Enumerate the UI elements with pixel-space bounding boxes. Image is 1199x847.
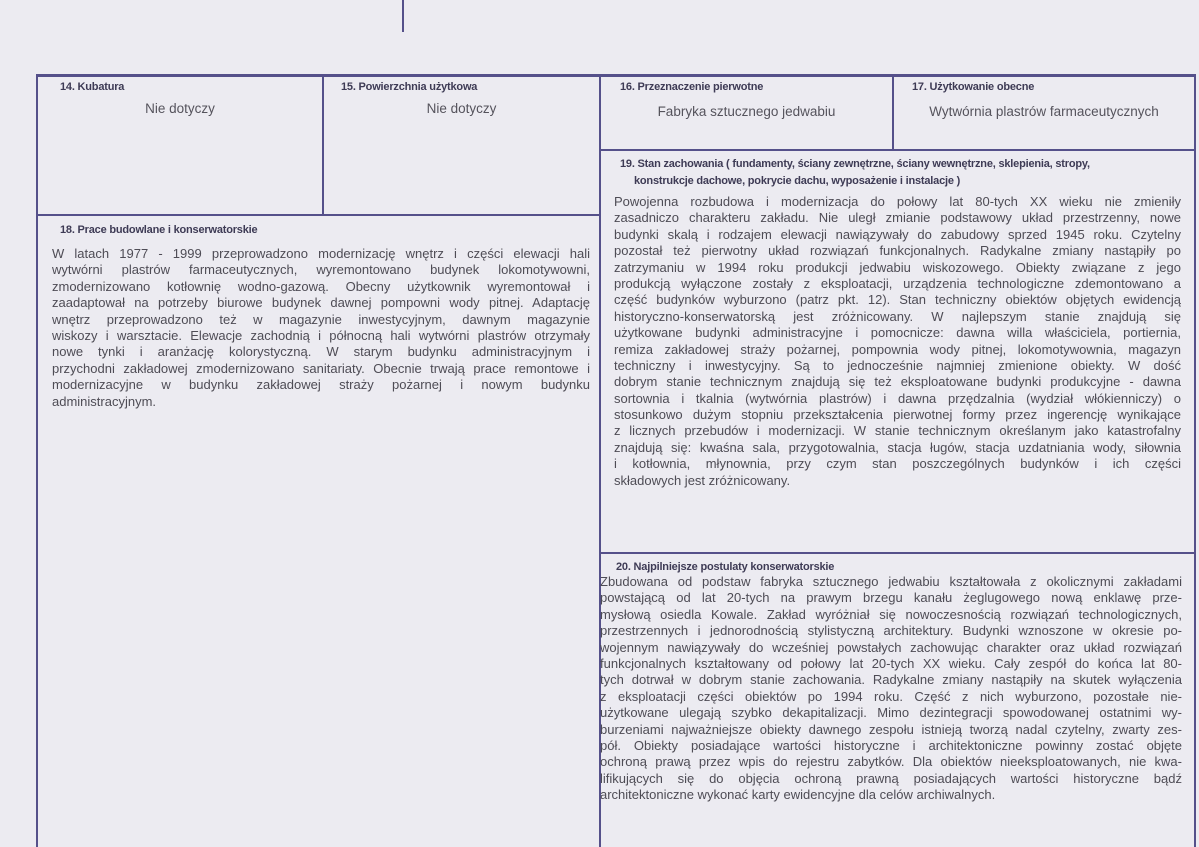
text-line: wytwórni plastrów farmaceutycznych, wyremontowano budynek lokomotywowni, [52, 262, 590, 278]
text-line: użytkowane ulegają szybko dekapitalizacji. Mimo dezintegracji spowodowanej ostatnimi wy- [600, 705, 1182, 721]
text-line: produkcją wyłączone zostały z eksploatacji, urządzenia technologiczne zdemontowano a [614, 275, 1181, 291]
text-line: z licznych przebudów i modernizacji. W stanie technicznym określanym jako katastrofalny [614, 423, 1181, 439]
text-line: mysłową osiedla Kowale. Zakład wyróżniał się nowoczesnością rozwiązań technologicznych, [600, 606, 1182, 622]
text-line: część budynków wyburzono (patrz pkt. 12). Stan techniczny obiektów objętych ewidencją [614, 292, 1181, 308]
text-line: składowych jest zróżnicowany. [614, 472, 791, 488]
field-19-text [614, 194, 1181, 489]
text-line: funkcjonalnych kształtowany od połowy lat 20-tych XX wieku. Cały zespół do końca lat 80- [600, 655, 1182, 671]
text-line: burzeniami najważniejsze obiekty dawnego zespołu istnieją tworzą nadal czytelny, zwarty zes- [600, 721, 1182, 737]
field-16-value: Fabryka sztucznego jedwabiu [657, 104, 836, 119]
text-line: tych dotrwał w dobrym stanie zachowania. Radykalne zmiany nastąpiły na skutek wyłączenia [600, 672, 1182, 688]
field-17-value: Wytwórnia plastrów farmaceutycznych [929, 104, 1159, 119]
text-line: administracyjnym. [52, 393, 157, 409]
text-line: wojennym nawiązywały do wcześniej powstałych zachowując charakter oraz układ rozwiązań [600, 639, 1182, 655]
divider-14-15 [322, 74, 324, 216]
text-line: dobrym stanie technicznym znajdują się też eksploatowane budynki produkcyjne - dawna [614, 374, 1181, 390]
text-line: przychodni zakładowej zmodernizowano sanitariaty. Obecnie trwają prace remontowe i [52, 360, 590, 376]
text-line: pozostał też pierwotny układ rozwiązań funkcjonalnych. Radykalne zmiany nastąpiły po [614, 243, 1181, 259]
text-line: zmodernizowano kotłownię wodno-gazową. Obecny użytkownik wyremontował i [52, 278, 590, 294]
divider-row-right [599, 149, 1196, 151]
text-line: zasadniczo charakteru zakładu. Nie uległ zmianie podstawowy układ przestrzenny, nowe [614, 210, 1181, 226]
form-right-border [1194, 74, 1196, 847]
text-line: Powojenna rozbudowa i modernizacja do połowy lat 80-tych XX wieku nie zmieniły [614, 194, 1181, 209]
text-line: użytkowane budynki administracyjne i pomocnicze: dawna willa właściciela, portiernia, [614, 325, 1181, 341]
text-line: techniczny i inwestycyjny. Są to jednocześnie najmniej zmienione obiekty. W dość [614, 357, 1181, 373]
field-18-label: 18. Prace budowlane i konserwatorskie [60, 224, 258, 236]
field-19-label: 19. Stan zachowania ( fundamenty, ściany zewnętrzne, ściany wewnętrzne, sklepienia, stropy, [620, 158, 1090, 170]
field-20-text [600, 574, 1182, 803]
text-line: modernizacyjne w budynku zakładowej straży pożarnej i nowym budynku [52, 377, 590, 393]
field-20-label: 20. Najpilniejsze postulaty konserwatorskie [616, 561, 835, 573]
text-line: wiskozy i warsztacie. Elewacje zachodnią i północną hali wytwórni plastrów otrzymały [52, 327, 590, 343]
field-15-label: 15. Powierzchnia użytkowa [341, 81, 478, 93]
text-line: Zbudowana od podstaw fabryka sztucznego jedwabiu kształtowała z okolicznymi zakładami [600, 574, 1182, 589]
text-line: remiza zakładowej straży pożarnej, pompownia wody pitnej, lokomotywownia, magazyn [614, 341, 1181, 357]
text-line: zatrzymaniu w 1994 roku produkcji jedwabiu wiskozowego. Obiekty związane z jego [614, 259, 1181, 275]
text-line: przestrzennych i jednorodnością stylistyczną architektury. Budynki wznoszone w okresie po- [600, 623, 1182, 639]
divider-19-20 [599, 552, 1196, 554]
field-18-text [52, 246, 590, 410]
field-14-value: Nie dotyczy [145, 101, 215, 116]
text-line: W latach 1977 - 1999 przeprowadzono modernizację wnętrz i części elewacji hali [52, 246, 590, 261]
top-tick-line [402, 0, 404, 32]
field-16-label: 16. Przeznaczenie pierwotne [620, 81, 764, 93]
field-14-label: 14. Kubatura [60, 81, 125, 93]
text-line: zaadaptował na potrzeby biurowe budynek dawnej pompowni wody pitnej. Adaptację [52, 295, 590, 311]
text-line: i kotłownia, młynownia, przy czym stan poszczególnych budynków i ich części [614, 456, 1181, 472]
form-top-border [36, 74, 1196, 77]
text-line: ochroną prawą przez wpis do rejestru zabytków. Dla obiektów nieeksploatowanych, nie kwa- [600, 754, 1182, 770]
field-15-value: Nie dotyczy [426, 101, 497, 116]
text-line: sortownia i tkalnia (wytwórnia plastrów) i dawna przędzalnia (wydział włókienniczy) o [614, 390, 1181, 406]
text-line: budynki skalą i rodzajem elewacji nawiązywały do zabudowy sprzed 1945 roku. Czytelny [614, 226, 1181, 242]
text-line: wnętrz przeprowadzono też w magazynie inwestycyjnym, dawnym magazynie [52, 311, 590, 327]
text-line: architektoniczne wykonać karty ewidencyjne dla celów archiwalnych. [600, 787, 996, 803]
text-line: znajdują się: kwaśna sala, przygotowalnia, stacja ługów, stacja uzdatniania wody, siłownia [614, 439, 1181, 455]
text-line: pół. Obiekty posiadające wartości historyczne i architektoniczne powinny zostać objęte [600, 737, 1182, 753]
field-17-label: 17. Użytkowanie obecne [912, 81, 1035, 93]
text-line: stosunkowo dużym stopniu przekształcenia pierwotnej formy przez ingerencję wynikające [614, 407, 1181, 423]
text-line: powstającą od lat 20-tych na prawym brzegu kanału żeglugowego nową enklawę prze- [600, 590, 1182, 606]
divider-row-left [36, 214, 601, 216]
text-line: lifikujących się do objęcia ochroną prawną posiadających wartości historyczne bądź [600, 770, 1182, 786]
text-line: nowe tynki i aranżację kolorystyczną. W starym budynku administracyjnym i [52, 344, 590, 360]
text-line: z eksploatacji części obiektów po 1994 roku. Część z nich wyburzono, pozostałe nie- [600, 688, 1182, 704]
form-left-border [36, 74, 38, 847]
field-19-label-cont: konstrukcje dachowe, pokrycie dachu, wyposażenie i instalacje ) [634, 175, 961, 187]
text-line: historyczno-konserwatorską jest zróżnicowany. W najlepszym stanie znajdują się [614, 308, 1181, 324]
